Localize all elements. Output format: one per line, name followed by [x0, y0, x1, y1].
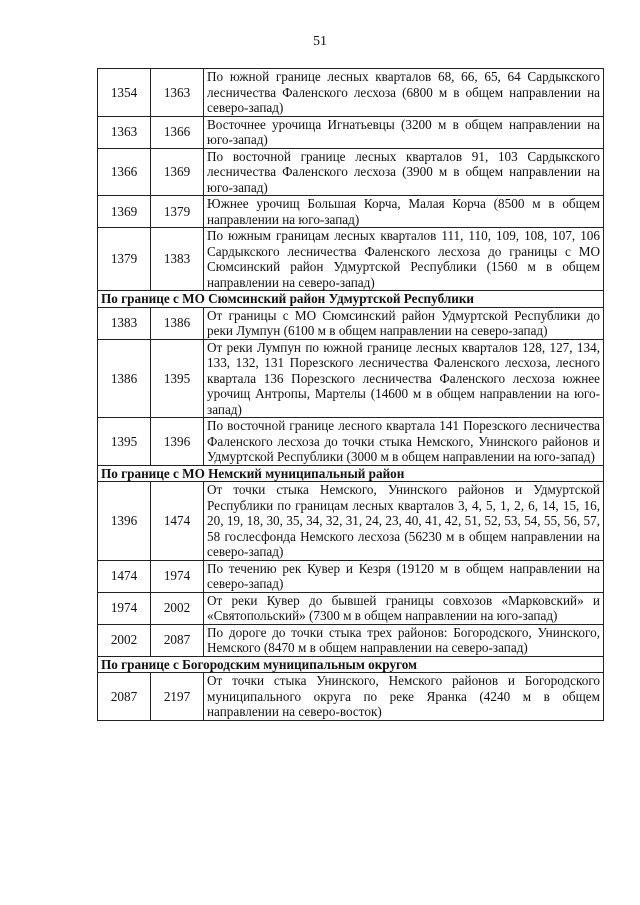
description-cell: По дороге до точки стыка трех районов: Богородского, Унинского, Немского (8470 м в общем направлении на северо-запад)	[204, 624, 604, 656]
description-cell: От реки Кувер до бывшей границы совхозов «Марковский» и «Святопольский» (7300 м в общем направлении на юго-запад)	[204, 592, 604, 624]
description-cell: От точки стыка Немского, Унинского районов и Удмуртской Республики по границам лесных кварталов 3, 4, 5, 1, 2, 6, 14, 15, 16, 20, 19, 18, 30, 35, 34, 32, 31, 24, 23, 40, 41, 42, 51, 52, 53, 54, 55, 56, 57, 58 гослесфонда Немского лесхоза (56230 м в общем направлении на северо-запад)	[204, 482, 604, 561]
point-to-cell: 2197	[151, 673, 204, 721]
point-to-cell: 1363	[151, 69, 204, 117]
description-cell: Южнее урочищ Большая Корча, Малая Корча (8500 м в общем направлении на юго-запад)	[204, 196, 604, 228]
point-to-cell: 1396	[151, 418, 204, 466]
point-from-cell: 1366	[98, 148, 151, 196]
point-to-cell: 1386	[151, 307, 204, 339]
point-from-cell: 1369	[98, 196, 151, 228]
table-row	[98, 228, 604, 291]
description-cell: По течению рек Кувер и Кезря (19120 м в общем направлении на северо-запад)	[204, 560, 604, 592]
point-to-cell: 1974	[151, 560, 204, 592]
point-to-cell: 1383	[151, 228, 204, 291]
description-cell: От точки стыка Унинского, Немского районов и Богородского муниципального округа по реке Яранка (4240 м в общем направлении на северо-восток)	[204, 673, 604, 721]
description-cell: От реки Лумпун по южной границе лесных кварталов 128, 127, 134, 133, 132, 131 Порезского лесничества Фаленского лесхоза, лесного квартала 136 Порезского лесничества Фаленского лесхоза южнее урочищ Антропы, Мартелы (14600 м в общем направлении на юго-запад)	[204, 339, 604, 418]
point-from-cell: 1974	[98, 592, 151, 624]
table-row	[98, 560, 604, 592]
section-title: По границе с МО Сюмсинский район Удмуртской Республики	[98, 291, 604, 308]
point-from-cell: 1474	[98, 560, 151, 592]
description-cell: По восточной границе лесных кварталов 91, 103 Сардыкского лесничества Фаленского лесхоза (3900 м в общем направлении на юго-запад)	[204, 148, 604, 196]
point-to-cell: 1366	[151, 116, 204, 148]
section-header-row	[98, 465, 604, 482]
description-cell: По южной границе лесных кварталов 68, 66, 65, 64 Сардыкского лесничества Фаленского лесхоза (6800 м в общем направлении на северо-запад)	[204, 69, 604, 117]
point-from-cell: 1379	[98, 228, 151, 291]
table-row	[98, 673, 604, 721]
point-from-cell: 1383	[98, 307, 151, 339]
point-to-cell: 2087	[151, 624, 204, 656]
point-from-cell: 1395	[98, 418, 151, 466]
table-row	[98, 592, 604, 624]
table-row	[98, 116, 604, 148]
table-row	[98, 69, 604, 117]
section-title: По границе с Богородским муниципальным округом	[98, 656, 604, 673]
table-row	[98, 307, 604, 339]
point-from-cell: 1363	[98, 116, 151, 148]
point-from-cell: 1386	[98, 339, 151, 418]
table-row	[98, 339, 604, 418]
point-to-cell: 1395	[151, 339, 204, 418]
section-header-row	[98, 656, 604, 673]
description-cell: По восточной границе лесного квартала 141 Порезского лесничества Фаленского лесхоза до точки стыка Немского, Унинского районов и Удмуртской Республики (3000 м в общем направлении на юго-запад)	[204, 418, 604, 466]
point-from-cell: 2002	[98, 624, 151, 656]
table-row	[98, 482, 604, 561]
table-row	[98, 624, 604, 656]
point-from-cell: 1396	[98, 482, 151, 561]
section-title: По границе с МО Немский муниципальный район	[98, 465, 604, 482]
point-from-cell: 1354	[98, 69, 151, 117]
point-to-cell: 2002	[151, 592, 204, 624]
page-number: 51	[313, 34, 327, 49]
point-to-cell: 1474	[151, 482, 204, 561]
point-from-cell: 2087	[98, 673, 151, 721]
section-header-row	[98, 291, 604, 308]
table-row	[98, 148, 604, 196]
point-to-cell: 1369	[151, 148, 204, 196]
table-row	[98, 196, 604, 228]
description-cell: Восточнее урочища Игнатьевцы (3200 м в общем направлении на юго-запад)	[204, 116, 604, 148]
table-row	[98, 418, 604, 466]
description-cell: От границы с МО Сюмсинский район Удмуртской Республики до реки Лумпун (6100 м в общем направлении на северо-запад)	[204, 307, 604, 339]
point-to-cell: 1379	[151, 196, 204, 228]
boundary-table	[97, 68, 604, 721]
description-cell: По южным границам лесных кварталов 111, 110, 109, 108, 107, 106 Сардыкского лесничества Фаленского лесхоза до границы с МО Сюмсинский район Удмуртской Республики (1560 м в общем направлении на северо-запад)	[204, 228, 604, 291]
